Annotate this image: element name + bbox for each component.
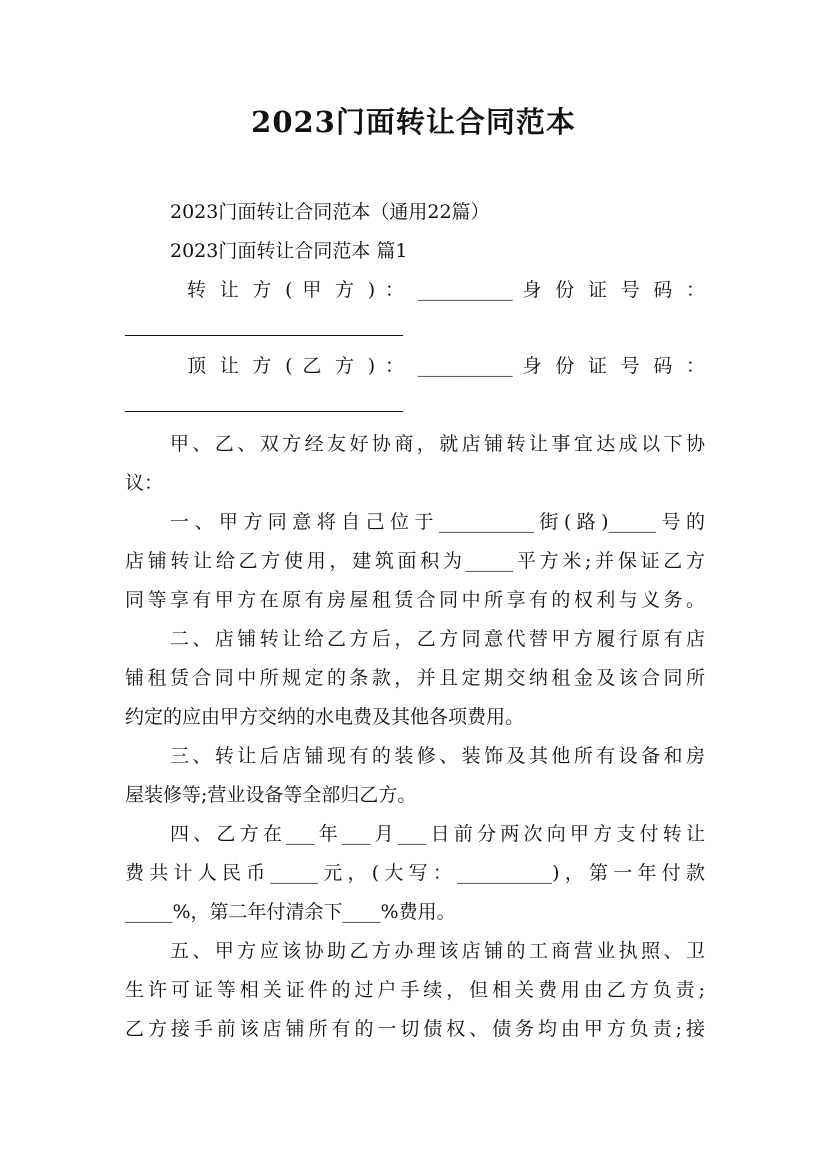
clause-2-line: 约定的应由甲方交纳的水电费及其他各项费用。 <box>125 706 525 728</box>
clause-1-line: 同等享有甲方在原有房屋租赁合同中所享有的权利与义务。 <box>125 589 705 611</box>
clause-2-line: 二、店铺转让给乙方后，乙方同意代替甲方履行原有店 <box>170 628 705 650</box>
clause-1-line: 一、甲方同意将自己位于__________街(路)_____号的 <box>170 511 705 533</box>
clause-3-line: 三、转让后店铺现有的装修、装饰及其他所有设备和房 <box>170 745 705 767</box>
clause-5-line: 生许可证等相关证件的过户手续，但相关费用由乙方负责; <box>125 979 705 1001</box>
paragraph-line: 甲、乙、双方经友好协商，就店铺转让事宜达成以下协 <box>170 433 705 455</box>
clause-4-line: _____%，第二年付清余下____%费用。 <box>125 901 456 923</box>
transferor-line: 转 让 方 ( 甲 方 ) ： __________ 身 份 证 号 码 ： <box>187 279 705 301</box>
clause-4-line: 费共计人民币_____元，(大写：__________)，第一年付款 <box>125 862 705 884</box>
paragraph-line: 议： <box>125 472 164 494</box>
clause-4-line: 四、乙方在___年___月___日前分两次向甲方支付转让 <box>170 823 705 845</box>
transferee-line: 顶 让 方 ( 乙 方 ) ： __________ 身 份 证 号 码 ： <box>187 355 705 377</box>
subtitle-line: 2023门面转让合同范本（通用22篇） <box>170 201 490 223</box>
transferee-id-blank <box>125 411 403 412</box>
section-heading: 2023门面转让合同范本 篇1 <box>170 240 408 262</box>
clause-5-line: 乙方接手前该店铺所有的一切债权、债务均由甲方负责;接 <box>125 1018 705 1040</box>
clause-5-line: 五、甲方应该协助乙方办理该店铺的工商营业执照、卫 <box>170 940 705 962</box>
clause-3-line: 屋装修等;营业设备等全部归乙方。 <box>125 784 417 806</box>
clause-2-line: 铺租赁合同中所规定的条款，并且定期交纳租金及该合同所 <box>125 667 705 689</box>
document-title: 2023门面转让合同范本 <box>251 105 576 139</box>
transferor-id-blank <box>125 335 403 336</box>
clause-1-line: 店铺转让给乙方使用，建筑面积为_____平方米;并保证乙方 <box>125 550 705 572</box>
